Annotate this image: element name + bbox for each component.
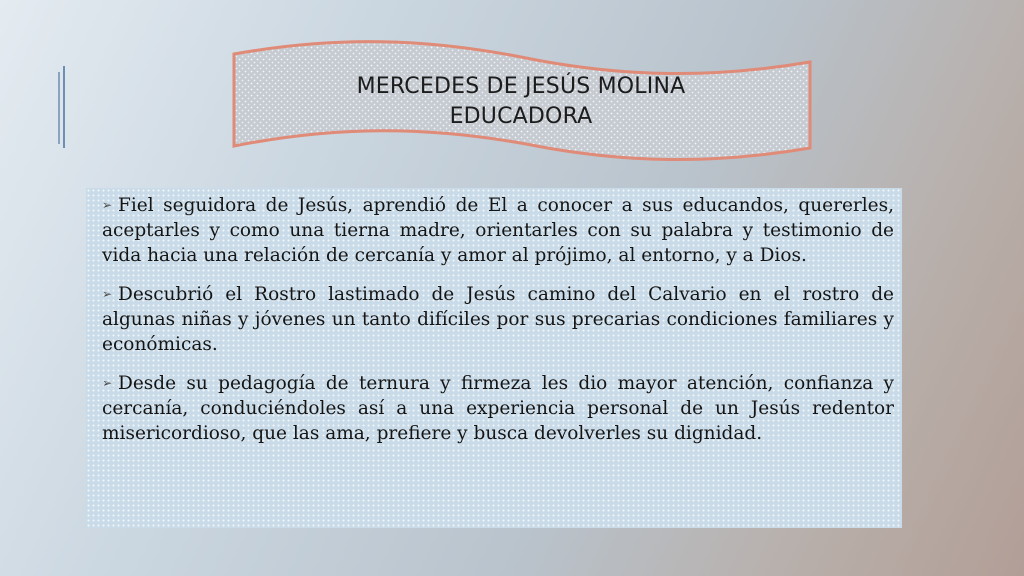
bullet-item-3 [98, 371, 894, 446]
arrow-bullet-icon: ➢ [102, 287, 113, 301]
bullet-item-1 [98, 193, 894, 268]
bullet-item-2 [98, 282, 894, 357]
content-box [86, 188, 902, 528]
arrow-bullet-icon: ➢ [102, 198, 113, 212]
page-title [226, 72, 816, 132]
arrow-bullet-icon: ➢ [102, 376, 113, 390]
accent-line [58, 72, 60, 144]
bullet-text-1: Fiel seguidora de Jesús, aprendió de El a conocer a sus educandos, quererles, aceptarles y como una tierna madre, orientarles con su palabra y testimonio de vida hacia una relación de cercanía y amor al prójimo, al entorno, y a Dios. [102, 195, 894, 266]
bullet-text-2: Descubrió el Rostro lastimado de Jesús camino del Calvario en el rostro de algunas niñas y jóvenes un tanto difíciles por sus precarias condiciones familiares y económicas. [102, 284, 894, 355]
title-banner [226, 40, 816, 168]
bullet-text-3: Desde su pedagogía de ternura y firmeza les dio mayor atención, confianza y cercanía, conduciéndoles así a una experiencia personal de un Jesús redentor misericordioso, que las ama, prefiere y busca devolverles su dignidad. [102, 373, 894, 444]
accent-line [63, 66, 65, 148]
title-line-2: EDUCADORA [449, 104, 593, 129]
title-line-1: MERCEDES DE JESÚS MOLINA [356, 74, 686, 99]
decorative-accent-lines [58, 66, 70, 148]
